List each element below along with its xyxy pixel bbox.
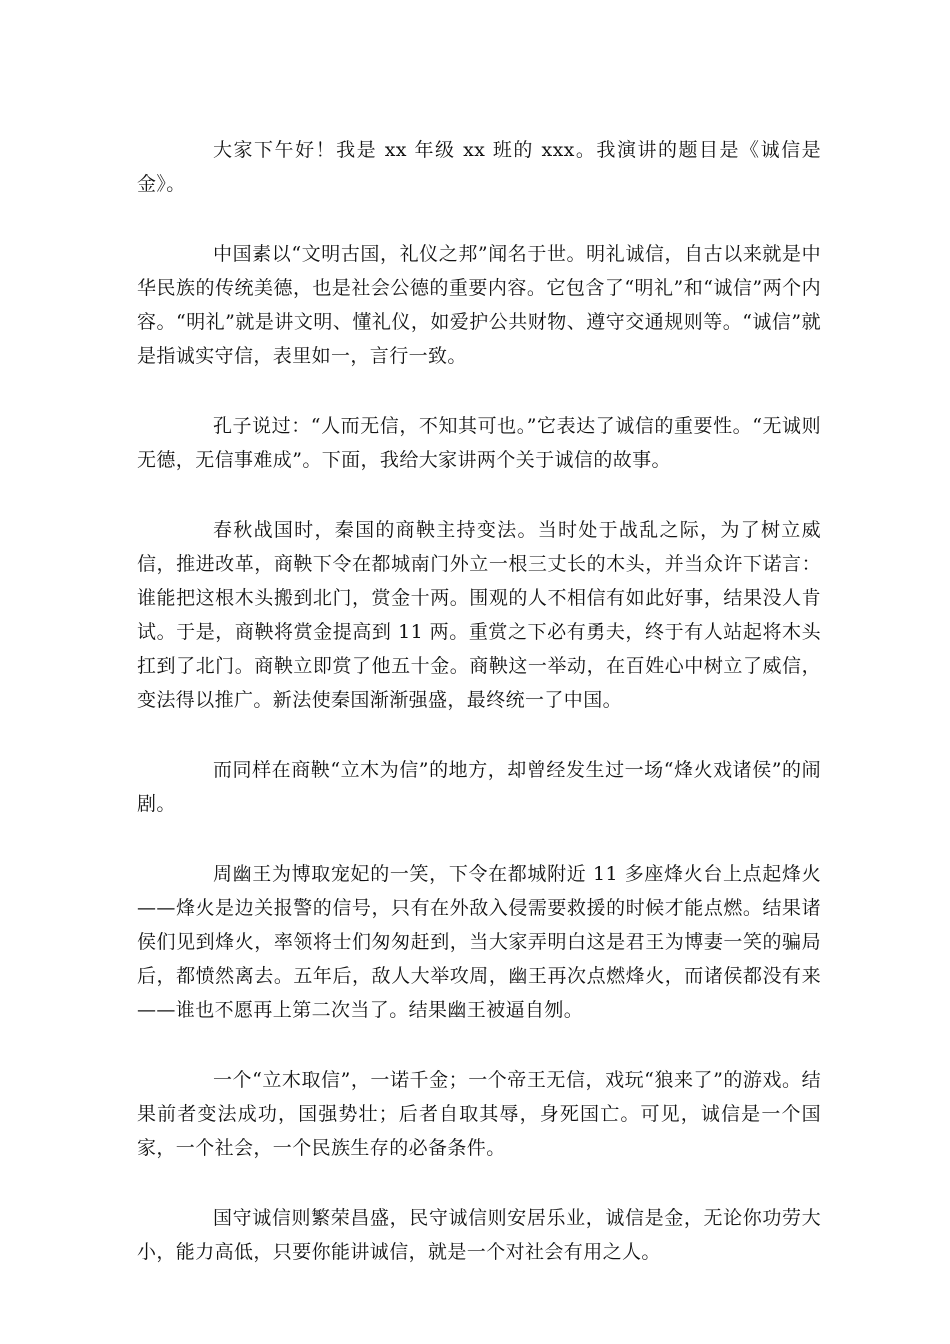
paragraph-confucius-quote: 孔子说过：“人而无信，不知其可也。”它表达了诚信的重要性。“无诚则无德，无信事难成”。下面，我给大家讲两个关于诚信的故事。 bbox=[137, 415, 821, 471]
paragraph-transition: 而同样在商鞅“立木为信”的地方，却曾经发生过一场“烽火戏诸侯”的闹剧。 bbox=[137, 759, 821, 815]
paragraph-conclusion: 国守诚信则繁荣昌盛，民守诚信则安居乐业，诚信是金，无论你功劳大小，能力高低，只要你能讲诚信，就是一个对社会有用之人。 bbox=[137, 1207, 821, 1263]
speech-body bbox=[137, 133, 821, 1305]
paragraph-etiquette-integrity: 中国素以“文明古国，礼仪之邦”闻名于世。明礼诚信，自古以来就是中华民族的传统美德，也是社会公德的重要内容。它包含了“明礼”和“诚信”两个内容。“明礼”就是讲文明、懂礼仪，如爱护公共财物、遵守交通规则等。“诚信”就是指诚实守信，表里如一，言行一致。 bbox=[137, 243, 821, 367]
paragraph-greeting: 大家下午好！我是 xx 年级 xx 班的 xxx。我演讲的题目是《诚信是金》。 bbox=[137, 139, 821, 195]
paragraph-comparison: 一个“立木取信”，一诺千金；一个帝王无信，戏玩“狼来了”的游戏。结果前者变法成功，国强势壮；后者自取其辱，身死国亡。可见，诚信是一个国家，一个社会，一个民族生存的必备条件。 bbox=[137, 1069, 821, 1159]
paragraph-shang-yang-story: 春秋战国时，秦国的商鞅主持变法。当时处于战乱之际，为了树立威信，推进改革，商鞅下令在都城南门外立一根三丈长的木头，并当众许下诺言：谁能把这根木头搬到北门，赏金十两。围观的人不相信有如此好事，结果没人肯试。于是，商鞅将赏金提高到 11 两。重赏之下必有勇夫，终于有人站起将木头扛到了北门。商鞅立即赏了他五十金。商鞅这一举动，在百姓心中树立了威信，变法得以推广。新法使秦国渐渐强盛，最终统一了中国。 bbox=[137, 519, 821, 711]
paragraph-king-you-story: 周幽王为博取宠妃的一笑，下令在都城附近 11 多座烽火台上点起烽火——烽火是边关报警的信号，只有在外敌入侵需要救援的时候才能点燃。结果诸侯们见到烽火，率领将士们匆匆赶到，当大家弄明白这是君王为博妻一笑的骗局后，都愤然离去。五年后，敌人大举攻周，幽王再次点燃烽火，而诸侯都没有来——谁也不愿再上第二次当了。结果幽王被逼自刎。 bbox=[137, 863, 821, 1021]
